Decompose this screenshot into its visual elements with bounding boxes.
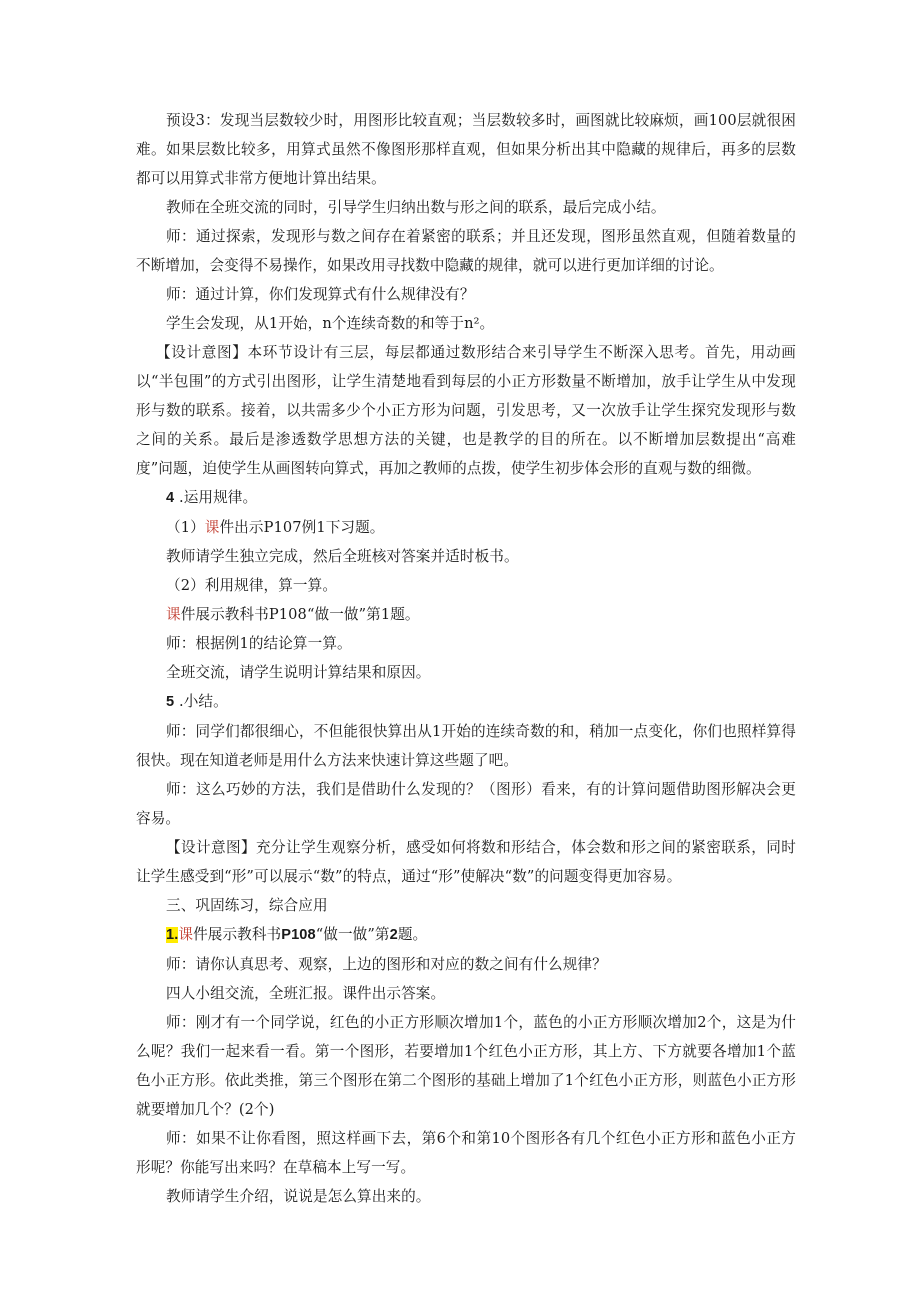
section-5-heading [136,687,796,717]
section-3-heading: 三、巩固练习，综合应用 [166,897,328,914]
exercise-1-question-number: 2 [389,927,398,943]
paragraph-teacher-summary: 师：同学们都很细心，不但能很快算出从1开始的连续奇数的和，稍加一点变化，你们也照样算得很快。现在知道老师是用什么方法来快速计算这些题了吧。 [136,723,796,769]
exercise-1-page: P108 [281,927,316,943]
paragraph-teacher-question: 师：通过计算，你们发现算式有什么规律没有？ [166,286,475,303]
paragraph-design-intent-2: 【设计意图】充分让学生观察分析，感受如何将数和形结合，体会数和形之间的紧密联系，同时让学生感受到“形”可以展示“数”的特点，通过“形”使解决“数”的问题变得更加容易。 [136,839,796,885]
section-4-heading [136,483,796,513]
courseware-1-text: 件展示教科书P108“做一做”第1题。 [180,606,420,623]
exercise-1-text-c: 题。 [397,926,428,943]
paragraph-design-intent-1: 【设计意图】本环节设计有三层，每层都通过数形结合来引导学生不断深入思考。首先，用动画以“半包围”的方式引出图形，让学生清楚地看到每层的小正方形数量不断增加，放手让学生从中发现形与数的联系。接着，以共需多少个小正方形为问题，引发思考，又一次放手让学生探究发现形与数之间的关系。最后是渗透数学思想方法的关键，也是教学的目的所在。以不断增加层数提出“高难度”问题，迫使学生从画图转向算式，再加之教师的点拨，使学生初步体会形的直观与数的细微。 [136,344,796,477]
step-1-text: 件出示P107例1下习题。 [219,519,385,536]
paragraph-teacher-method: 师：这么巧妙的方法，我们是借助什么发现的？（图形）看来，有的计算问题借助图形解决会更容易。 [136,781,796,827]
paragraph-teacher-squares: 师：刚才有一个同学说，红色的小正方形顺次增加1个，蓝色的小正方形顺次增加2个，这是为什么呢？我们一起来看一看。第一个图形，若要增加1个红色小正方形，其上方、下方就要各增加1个蓝色小正方形。依此类推，第三个图形在第二个图形的基础上增加了1个红色小正方形，则蓝色小正方形就要增加几个？(2个) [136,1014,796,1118]
paragraph-exercise-1 [136,920,796,950]
section-5-number: 5 [166,694,175,710]
exercise-1-text-a: 件展示教科书 [193,926,282,943]
paragraph-teacher-calc: 师：根据例1的结论算一算。 [166,635,352,652]
step-1-red-text: 课 [204,519,220,536]
section-4-title: .运用规律。 [178,489,258,506]
paragraph-group-exchange: 四人小组交流，全班汇报。课件出示答案。 [166,985,446,1002]
document-page [136,106,796,1211]
step-1-prefix: （1） [166,519,205,536]
section-4-number: 4 [166,490,175,506]
paragraph-independent: 教师请学生独立完成，然后全班核对答案并适时板书。 [166,548,519,565]
paragraph-step-2: （2）利用规律，算一算。 [166,577,338,594]
paragraph-step-1 [136,513,796,542]
paragraph-teacher-observe: 师：请你认真思考、观察，上边的图形和对应的数之间有什么规律？ [166,956,607,973]
exercise-1-red-text: 课 [178,926,194,943]
paragraph-teacher-intro: 教师请学生介绍，说说是怎么算出来的。 [166,1188,431,1205]
paragraph-preset-3: 预设3：发现当层数较少时，用图形比较直观；当层数较多时，画图就比较麻烦，画100层就很困难。如果层数比较多，用算式虽然不像图形那样直观，但如果分析出其中隐藏的规律后，再多的层数都可以用算式非常方便地计算出结果。 [136,112,796,187]
exercise-1-number: 1. [166,927,179,943]
paragraph-courseware-1 [136,600,796,629]
courseware-1-red-text: 课 [166,606,181,623]
paragraph-student-discover: 学生会发现，从1开始，n个连续奇数的和等于n²。 [166,315,495,332]
section-5-title: .小结。 [178,693,228,710]
paragraph-teacher-explore: 师：通过探索，发现形与数之间存在着紧密的联系；并且还发现，图形虽然直观，但随着数量的不断增加，会变得不易操作，如果改用寻找数中隐藏的规律，就可以进行更加详细的讨论。 [136,228,796,274]
paragraph-teacher-guide: 教师在全班交流的同时，引导学生归纳出数与形之间的联系，最后完成小结。 [166,199,666,216]
paragraph-class-exchange: 全班交流，请学生说明计算结果和原因。 [166,664,431,681]
paragraph-teacher-draft: 师：如果不让你看图，照这样画下去，第6个和第10个图形各有几个红色小正方形和蓝色小正方形呢？你能写出来吗？在草稿本上写一写。 [136,1130,796,1176]
exercise-1-text-b: “做一做”第 [315,926,390,943]
